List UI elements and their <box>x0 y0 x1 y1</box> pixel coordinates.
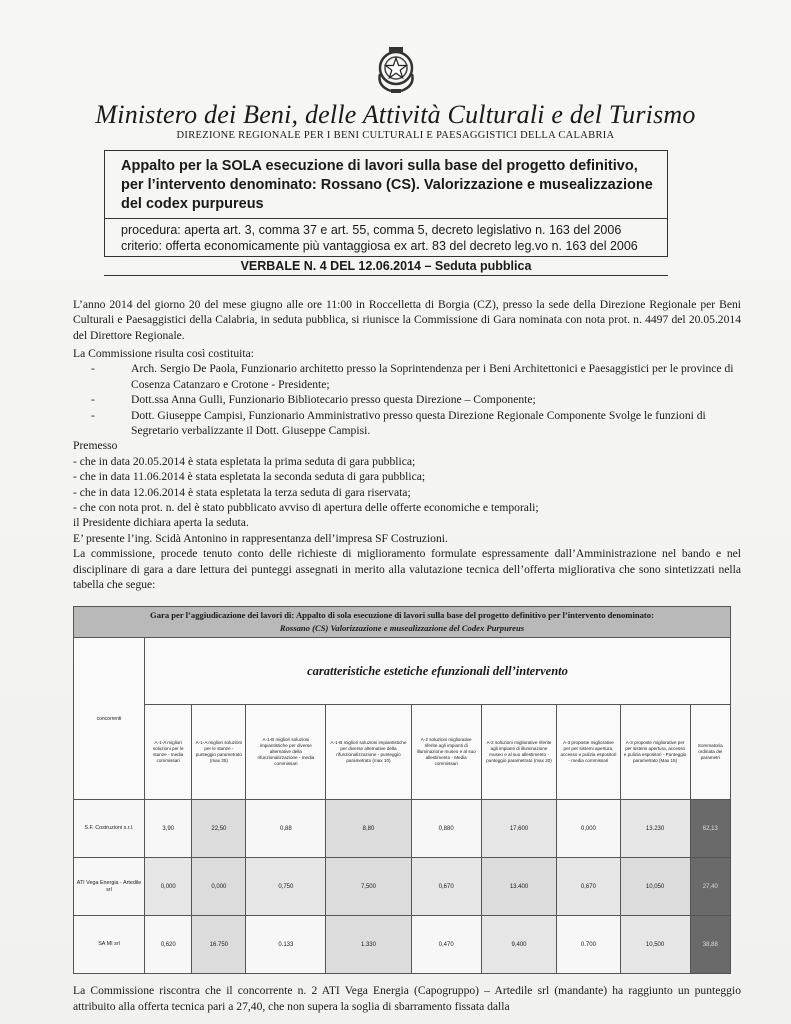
list-item: - che in data 20.05.2014 è stata espletata la prima seduta di gara pubblica; <box>73 454 416 468</box>
table-cell: 38,88 <box>690 916 730 974</box>
column-header: A-2 soluzioni migliorative riferite agli impianti di illuminazione museo e al suo allestimento - punteggio parametrato (max 20) <box>481 705 557 800</box>
concorrente-name: S.F. Costruzioni s.r.l. <box>74 800 145 858</box>
intro-paragraph: L’anno 2014 del giorno 20 del mese giugno alle ore 11:00 in Roccelletta di Borgia (CZ), presso la sede della Direzione Regionale per Beni Culturali e Paesaggistici della Calabria, in seduta pubblica, si riunisce la Commissione di Gara nominata con nota prot. n. 4497 del 20.05.2014 del Direttore Regionale. <box>73 298 741 342</box>
table-cell: 8,80 <box>326 800 411 858</box>
table-title-bold: Gara per l’aggiudicazione dei lavori di: Appalto di sola esecuzione di lavori sulla base del progetto definitivo per l’intervento denominato: <box>150 610 654 620</box>
table-cell: 10,050 <box>620 858 690 916</box>
table-cell: 10,500 <box>620 916 690 974</box>
list-item: - che in data 11.06.2014 è stata espletata la seconda seduta di gara pubblica; <box>73 470 426 484</box>
table-subtitle: caratteristiche estetiche efunzionali dell’intervento <box>145 638 731 705</box>
table-cell: 0,470 <box>411 916 481 974</box>
column-header: Sommatoria ordinata dei parametri <box>690 705 730 800</box>
concorrenti-header: concorrenti <box>74 638 145 800</box>
table-cell: 0,000 <box>192 858 246 916</box>
procedura-text <box>105 219 667 256</box>
table-cell: 27,40 <box>690 858 730 916</box>
bottom-paragraph: La Commissione riscontra che il concorrente n. 2 ATI Vega Energia (Capogruppo) – Artedile srl (mandante) ha raggiunto un punteggio attribuito alla offerta tecnica pari a 27,40, che non supera la soglia di sbarramento fissata dalla <box>73 984 741 1013</box>
table-cell: 0.133 <box>246 916 326 974</box>
table-cell: 62,13 <box>690 800 730 858</box>
column-header: A-1-A migliori soluzioni per le stanze - punteggio parametrato (max 25) <box>192 705 246 800</box>
member-text: Dott.ssa Anna Gulli, Funzionario Bibliotecario presso questa Direzione – Componente; <box>131 393 536 407</box>
scores-table-wrapper <box>73 606 731 974</box>
premesso-heading: Premesso <box>73 439 118 453</box>
list-item: - che con nota prot. n. del è stato pubblicato avviso di apertura delle offerte economiche e temporali; <box>73 501 539 515</box>
table-row <box>74 916 731 974</box>
table-cell: 7,500 <box>326 858 411 916</box>
table-cell: 0,670 <box>411 858 481 916</box>
concorrente-name: ATI Vega Energia - Artedile srl <box>74 858 145 916</box>
premesso-list <box>73 438 741 592</box>
member-text: Arch. Sergio De Paola, Funzionario architetto presso la Soprintendenza per i Beni Architettonici e Paesaggistici per le province di Cosenza Catanzaro e Crotone - Presidente; <box>131 362 734 391</box>
republic-emblem-icon <box>371 44 421 96</box>
column-header: A-1-A migliori soluzioni per le stanze - media commissari <box>145 705 192 800</box>
table-row <box>74 858 731 916</box>
column-header: A-1-B migliori soluzioni impiantistiche per diverse alternative della rifunzionalizzazione - punteggio parametrato (max 10) <box>326 705 411 800</box>
procedura-line: procedura: aperta art. 3, comma 37 e art. 55, comma 5, decreto legislativo n. 163 del 2006 <box>121 223 622 237</box>
scores-table <box>73 606 731 974</box>
appalto-title: Appalto per la SOLA esecuzione di lavori sulla base del progetto definitivo, per l’intervento denominato: Rossano (CS). Valorizzazione e musealizzazione del codex purpureus <box>105 151 667 219</box>
table-cell: 0,88 <box>246 800 326 858</box>
table-cell: 0.700 <box>557 916 620 974</box>
procede-paragraph: La commissione, procede tenuto conto delle richieste di miglioramento formulate espressamente dall’Amministrazione nel bando e nel disciplinare di gara a dare lettura dei punteggi assegnati in merito alla valutazione tecnica dell’offerta migliorativa che sono sintetizzati nella tabella che segue: <box>73 547 741 592</box>
table-title-italic: Rossano (CS) Valorizzazione e musealizzazione del Codex Purpureus <box>279 623 525 633</box>
criterio-line: criterio: offerta economicamente più vantaggiosa ex art. 83 del decreto leg.vo n. 163 del 2006 <box>121 239 638 253</box>
member-text: Dott. Giuseppe Campisi, Funzionario Amministrativo presso questa Direzione Regionale Componente Svolge le funzioni di Segretario verbalizzante il Dott. Giuseppe Campisi. <box>131 408 706 438</box>
table-cell: 1.330 <box>326 916 411 974</box>
table-row <box>74 800 731 858</box>
ministry-title: Ministero dei Beni, delle Attività Culturali e del Turismo <box>95 100 696 129</box>
table-cell: 0,750 <box>246 858 326 916</box>
table-cell: 0,000 <box>557 800 620 858</box>
table-title <box>74 607 731 638</box>
column-header: A-3 proposte migliorative per per sistemi apertura, accesso e pulizia espositori - Punteggio parametrato (Max 15) <box>620 705 690 800</box>
table-cell: 0,880 <box>411 800 481 858</box>
table-cell: 9,400 <box>481 916 557 974</box>
column-header: A-2 soluzioni migliorative riferite agli impianti di illuminazione museo e al suo allestimento - Media commissari <box>411 705 481 800</box>
list-item: - Dott.ssa Anna Gulli, Funzionario Bibliotecario presso questa Direzione – Componente; <box>91 393 536 407</box>
table-cell: 13.400 <box>481 858 557 916</box>
column-header: A-3 proposte migliorative per per sistemi apertura, accesso e pulizia espositori - media commissari <box>557 705 620 800</box>
table-cell: 0,670 <box>557 858 620 916</box>
table-cell: 22,50 <box>192 800 246 858</box>
table-cell: 17,600 <box>481 800 557 858</box>
verbale-heading: VERBALE N. 4 DEL 12.06.2014 – Seduta pubblica <box>104 259 668 276</box>
presidente-line: il Presidente dichiara aperta la seduta. <box>73 516 249 530</box>
presente-line: E’ presente l’ing. Scidà Antonino in rappresentanza dell’impresa SF Costruzioni. <box>73 531 448 545</box>
list-item: - che in data 12.06.2014 è stata espletata la terza seduta di gara riservata; <box>73 485 411 499</box>
table-cell: 0,000 <box>145 858 192 916</box>
member-list <box>73 361 741 438</box>
table-cell: 3,90 <box>145 800 192 858</box>
commissione-line: La Commissione risulta così costituita: <box>73 347 254 360</box>
appalto-box <box>104 150 668 257</box>
table-cell: 16.750 <box>192 916 246 974</box>
list-item: - Dott. Giuseppe Campisi, Funzionario Amministrativo presso questa Direzione Regionale Componente Svolge le funzioni di Segretario verbalizzante il Dott. Giuseppe Campisi. <box>91 408 706 438</box>
concorrente-name: SA MI srl <box>74 916 145 974</box>
table-cell: 13.230 <box>620 800 690 858</box>
list-item: - Arch. Sergio De Paola, Funzionario architetto presso la Soprintendenza per i Beni Architettonici e Paesaggistici per le province di Cosenza Catanzaro e Crotone - Presidente; <box>91 362 734 391</box>
commission-section <box>73 346 741 593</box>
column-header: A-1-B migliori soluzioni impiantistiche per diverse alternative della rifunzionalizzazione - media commissari <box>246 705 326 800</box>
table-cell: 0,620 <box>145 916 192 974</box>
direzione-subtitle: DIREZIONE REGIONALE PER I BENI CULTURALI E PAESAGGISTICI DELLA CALABRIA <box>176 130 615 141</box>
